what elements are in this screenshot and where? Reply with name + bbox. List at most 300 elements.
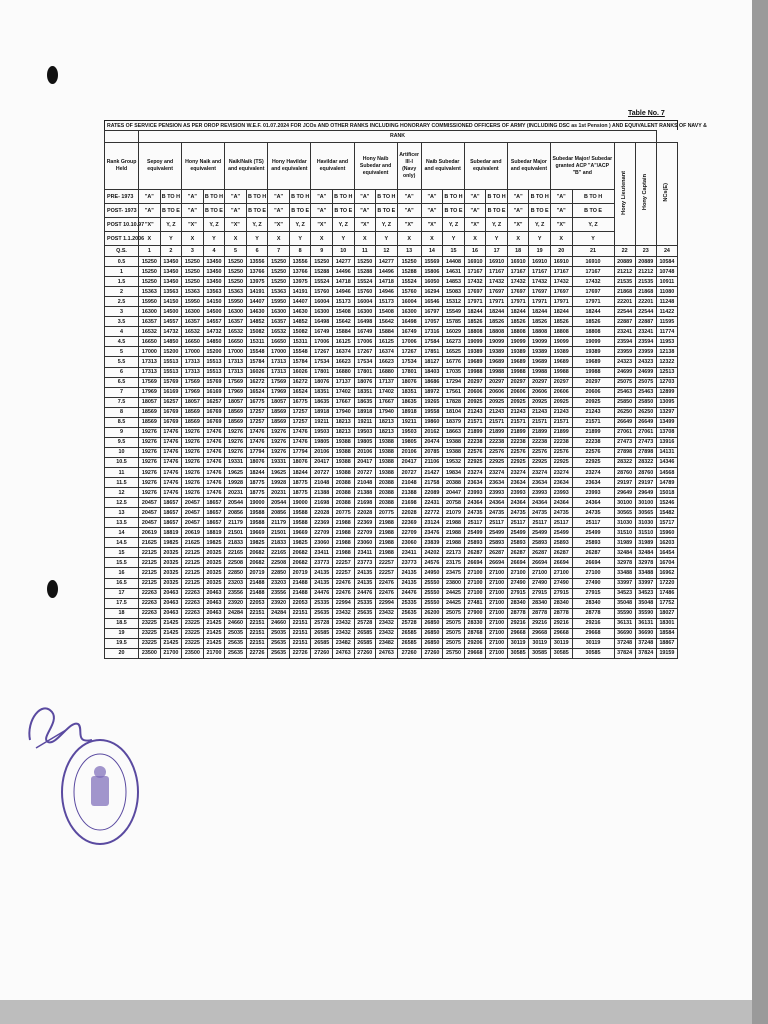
qs-value: 18 <box>105 608 139 618</box>
pension-value: 21698 <box>311 498 333 508</box>
pension-value: 31989 <box>614 538 635 548</box>
pension-value: 27490 <box>507 578 529 588</box>
group-cell: Y <box>289 232 311 246</box>
group-cell: "A" <box>225 204 247 218</box>
pension-value: 26585 <box>354 638 376 648</box>
qs-value: 3 <box>105 307 139 317</box>
pension-value: 20388 <box>376 488 398 498</box>
pension-value: 20606 <box>507 387 529 397</box>
pension-value: 27100 <box>486 568 508 578</box>
pension-value: 27100 <box>486 638 508 648</box>
pension-value: 28322 <box>635 457 656 467</box>
pension-value: 28322 <box>614 457 635 467</box>
pension-value: 29668 <box>507 628 529 638</box>
rank-header: Hony Naib Subedar and equivalent <box>354 143 397 190</box>
table-row <box>105 518 678 528</box>
group-cell: "A" <box>550 190 572 204</box>
pension-value: 15250 <box>139 257 161 267</box>
pension-value: 18244 <box>464 307 486 317</box>
pension-value: 29216 <box>572 618 614 628</box>
pension-value: 22053 <box>289 598 311 608</box>
rank-header: Naik/Naik (TS) and equivalent <box>225 143 268 190</box>
pension-value: 19276 <box>139 478 161 488</box>
group-cell: Y <box>572 232 614 246</box>
pension-value: 17476 <box>160 447 182 457</box>
pension-value: 20785 <box>421 447 443 457</box>
pension-value: 15250 <box>268 257 290 267</box>
pension-value: 16357 <box>268 317 290 327</box>
pension-value: 11953 <box>656 337 677 347</box>
pension-value: 19988 <box>464 367 486 377</box>
pension-value: 19928 <box>225 478 247 488</box>
pension-value: 27061 <box>614 427 635 437</box>
pension-value: 17476 <box>203 447 225 457</box>
pension-value: 18808 <box>550 327 572 337</box>
pension-value: 19860 <box>421 417 443 427</box>
pension-value: 16272 <box>289 377 311 387</box>
pension-value: 17476 <box>246 427 268 437</box>
pension-value: 22151 <box>289 608 311 618</box>
pension-value: 18076 <box>246 457 268 467</box>
pension-value: 15250 <box>139 277 161 287</box>
pension-value: 18918 <box>354 407 376 417</box>
table-row <box>105 638 678 648</box>
pension-value: 24364 <box>464 498 486 508</box>
pension-value: 25075 <box>443 608 465 618</box>
pension-value: 15408 <box>332 307 354 317</box>
pension-value: 27481 <box>464 598 486 608</box>
pension-value: 24735 <box>507 508 529 518</box>
rank-header: Naib Subedar and equivalent <box>421 143 464 190</box>
punch-hole-bottom <box>47 580 58 598</box>
pension-value: 15250 <box>225 257 247 267</box>
pension-value: 17851 <box>421 347 443 357</box>
pension-value: 17969 <box>268 387 290 397</box>
pension-value: 17569 <box>139 377 161 387</box>
qs-value: 8.5 <box>105 417 139 427</box>
pension-value: 15173 <box>376 297 398 307</box>
pension-value: 21988 <box>332 528 354 538</box>
pension-value: 19331 <box>225 457 247 467</box>
pension-value: 16026 <box>289 367 311 377</box>
pension-value: 19276 <box>182 427 204 437</box>
pension-value: 25635 <box>225 648 247 658</box>
pension-value: 26850 <box>421 628 443 638</box>
pension-value: 18057 <box>139 397 161 407</box>
pension-value: 20388 <box>332 498 354 508</box>
pension-value: 19689 <box>486 357 508 367</box>
pension-value: 21425 <box>160 638 182 648</box>
group-label: POST- 1973 <box>105 204 139 218</box>
pension-value: 23594 <box>614 337 635 347</box>
pension-value: 16357 <box>182 317 204 327</box>
pension-value: 26649 <box>614 417 635 427</box>
table-row <box>105 277 678 287</box>
pension-value: 18569 <box>139 407 161 417</box>
group-cell: Y, Z <box>443 218 465 232</box>
pension-value: 23959 <box>614 347 635 357</box>
pension-value: 27100 <box>486 578 508 588</box>
pension-value: 17476 <box>289 437 311 447</box>
pension-value: 27915 <box>507 588 529 598</box>
group-cell: B TO E <box>289 204 311 218</box>
qs-value: 10 <box>105 447 139 457</box>
pension-value: 17167 <box>550 267 572 277</box>
pension-value: 22476 <box>376 578 398 588</box>
pension-value: 32978 <box>635 558 656 568</box>
pension-value: 17476 <box>203 457 225 467</box>
group-cell: "X" <box>182 218 204 232</box>
pension-value: 20925 <box>507 397 529 407</box>
group-cell: "A" <box>268 190 290 204</box>
pension-value: 25550 <box>421 598 443 608</box>
pension-value: 12138 <box>656 347 677 357</box>
pension-value: 17971 <box>486 297 508 307</box>
pension-value: 17697 <box>572 287 614 297</box>
table-row <box>105 478 678 488</box>
pension-value: 21571 <box>529 417 551 427</box>
pension-value: 19265 <box>421 397 443 407</box>
pension-value: 24323 <box>635 357 656 367</box>
group-cell: "A" <box>464 204 486 218</box>
pension-value: 19625 <box>268 467 290 477</box>
pension-value: 27100 <box>572 568 614 578</box>
pension-value: 23634 <box>550 478 572 488</box>
pension-value: 25499 <box>529 528 551 538</box>
pension-value: 26287 <box>464 548 486 558</box>
pension-value: 17752 <box>656 598 677 608</box>
pension-value: 19988 <box>529 367 551 377</box>
qs-value: 2.5 <box>105 297 139 307</box>
pension-value: 23432 <box>332 618 354 628</box>
pension-value: 15784 <box>246 357 268 367</box>
pension-value: 26585 <box>397 638 421 648</box>
table-row <box>105 528 678 538</box>
pension-value: 14631 <box>443 267 465 277</box>
table-row <box>105 648 678 658</box>
pension-value: 17294 <box>443 377 465 387</box>
pension-value: 22151 <box>289 628 311 638</box>
pension-value: 14407 <box>289 297 311 307</box>
pension-value: 13563 <box>203 287 225 297</box>
pension-value: 27490 <box>529 578 551 588</box>
pension-value: 20925 <box>572 397 614 407</box>
pension-value: 25850 <box>614 397 635 407</box>
pension-value: 18775 <box>246 488 268 498</box>
pension-value: 21899 <box>464 427 486 437</box>
pension-value: 19805 <box>311 437 333 447</box>
pension-value: 16704 <box>656 558 677 568</box>
rank-header: Havildar and equivalent <box>311 143 354 190</box>
pension-value: 25499 <box>507 528 529 538</box>
pension-value: 22151 <box>246 618 268 628</box>
pension-value: 21212 <box>635 267 656 277</box>
pension-value: 18569 <box>182 417 204 427</box>
table-row <box>105 367 678 377</box>
pension-value: 15246 <box>656 498 677 508</box>
pension-value: 22028 <box>311 508 333 518</box>
pension-value: 17432 <box>550 277 572 287</box>
pension-value: 24364 <box>529 498 551 508</box>
pension-value: 20457 <box>139 498 161 508</box>
pension-value: 36690 <box>614 628 635 638</box>
pension-value: 24364 <box>572 498 614 508</box>
pension-value: 20758 <box>443 498 465 508</box>
column-number: 20 <box>550 246 572 257</box>
pension-value: 25463 <box>614 387 635 397</box>
pension-value: 25635 <box>268 648 290 658</box>
pension-value: 19388 <box>332 467 354 477</box>
pension-value: 25117 <box>486 518 508 528</box>
pension-value: 15884 <box>332 327 354 337</box>
pension-value: 27260 <box>397 648 421 658</box>
pension-value: 23634 <box>572 478 614 488</box>
pension-value: 17476 <box>203 437 225 447</box>
pension-value: 19825 <box>203 538 225 548</box>
pension-value: 27100 <box>486 598 508 608</box>
pension-value: 23241 <box>635 327 656 337</box>
pension-value: 22476 <box>332 578 354 588</box>
pension-value: 23225 <box>139 618 161 628</box>
pension-value: 17257 <box>289 407 311 417</box>
pension-value: 15250 <box>397 257 421 267</box>
pension-value: 24660 <box>268 618 290 628</box>
table-row <box>105 457 678 467</box>
pension-value: 25075 <box>443 638 465 648</box>
pension-value: 18569 <box>225 407 247 417</box>
pension-value: 20325 <box>160 568 182 578</box>
pension-value: 21700 <box>203 648 225 658</box>
pension-value: 15200 <box>203 347 225 357</box>
table-row <box>105 598 678 608</box>
pension-value: 18076 <box>289 457 311 467</box>
pension-value: 13499 <box>656 417 677 427</box>
pension-value: 26694 <box>464 558 486 568</box>
pension-value: 30585 <box>529 648 551 658</box>
pension-value: 15785 <box>443 317 465 327</box>
table-row <box>105 397 678 407</box>
pension-value: 20106 <box>311 447 333 457</box>
pension-value: 17476 <box>160 427 182 437</box>
pension-value: 29649 <box>635 488 656 498</box>
pension-value: 21048 <box>397 478 421 488</box>
group-cell: B TO E <box>443 204 465 218</box>
pension-value: 14191 <box>246 287 268 297</box>
group-cell: "A" <box>354 204 376 218</box>
pension-value: 14496 <box>332 267 354 277</box>
pension-value: 22165 <box>268 548 290 558</box>
pension-value: 23482 <box>376 638 398 648</box>
pension-value: 18526 <box>529 317 551 327</box>
pension-value: 17476 <box>160 437 182 447</box>
pension-value: 17167 <box>507 267 529 277</box>
qs-value: 6 <box>105 367 139 377</box>
pension-value: 27898 <box>635 447 656 457</box>
group-cell: B TO E <box>332 204 354 218</box>
pension-value: 17697 <box>529 287 551 297</box>
pension-value: 15569 <box>421 257 443 267</box>
group-cell: "A" <box>421 190 443 204</box>
group-cell: X <box>507 232 529 246</box>
pension-value: 24763 <box>332 648 354 658</box>
pension-value: 25499 <box>486 528 508 538</box>
pension-value: 26250 <box>635 407 656 417</box>
pension-value: 15806 <box>421 267 443 277</box>
rank-header: Hony Havildar and equivalent <box>268 143 311 190</box>
pension-value: 35590 <box>635 608 656 618</box>
pension-value: 23920 <box>225 598 247 608</box>
pension-value: 22201 <box>614 297 635 307</box>
table-row <box>105 588 678 598</box>
pension-value: 14500 <box>203 307 225 317</box>
pension-value: 26694 <box>529 558 551 568</box>
pension-value: 25117 <box>507 518 529 528</box>
table-row <box>105 407 678 417</box>
pension-value: 22257 <box>376 568 398 578</box>
pension-value: 20457 <box>139 518 161 528</box>
pension-value: 18686 <box>421 377 443 387</box>
pension-value: 18244 <box>529 307 551 317</box>
group-cell: Y <box>160 232 182 246</box>
pension-value: 15884 <box>376 327 398 337</box>
pension-value: 27100 <box>486 628 508 638</box>
pension-value: 25635 <box>268 638 290 648</box>
pension-value: 21698 <box>354 498 376 508</box>
pension-value: 10584 <box>656 257 677 267</box>
qs-value: 12 <box>105 488 139 498</box>
pension-value: 23475 <box>443 568 465 578</box>
pension-value: 19669 <box>246 528 268 538</box>
page-edge-shadow <box>752 0 768 1024</box>
vertical-rank-header <box>656 143 677 246</box>
pension-value: 28768 <box>464 628 486 638</box>
pension-value: 23773 <box>354 558 376 568</box>
pension-value: 15311 <box>246 337 268 347</box>
rank-header: Subedar Major/ Subedar granted ACP "A"/ACP "B" and <box>550 143 614 190</box>
pension-value: 17561 <box>443 387 465 397</box>
pension-value: 29668 <box>464 648 486 658</box>
pension-value: 17402 <box>332 387 354 397</box>
pension-value: 17267 <box>397 347 421 357</box>
pension-value: 29197 <box>614 478 635 488</box>
pension-value: 24425 <box>443 598 465 608</box>
pension-value: 20106 <box>397 447 421 457</box>
pension-value: 20606 <box>464 387 486 397</box>
pension-value: 19669 <box>289 528 311 538</box>
pension-table <box>104 130 678 659</box>
pension-value: 17940 <box>332 407 354 417</box>
pension-value: 21758 <box>421 478 443 488</box>
pension-value: 28340 <box>507 598 529 608</box>
column-number: 17 <box>486 246 508 257</box>
pension-value: 25635 <box>311 608 333 618</box>
pension-value: 18775 <box>289 488 311 498</box>
pension-value: 18657 <box>160 498 182 508</box>
pension-value: 14789 <box>656 478 677 488</box>
pension-value: 15250 <box>139 267 161 277</box>
pension-value: 22576 <box>507 447 529 457</box>
pension-value: 13450 <box>203 267 225 277</box>
pension-value: 16880 <box>332 367 354 377</box>
pension-value: 22125 <box>182 578 204 588</box>
qs-value: 13 <box>105 508 139 518</box>
pension-value: 19825 <box>246 538 268 548</box>
pension-value: 16910 <box>529 257 551 267</box>
pension-value: 18569 <box>182 407 204 417</box>
pension-value: 21988 <box>443 538 465 548</box>
pension-value: 16125 <box>332 337 354 347</box>
pension-value: 19389 <box>486 347 508 357</box>
pension-value: 25893 <box>486 538 508 548</box>
pension-value: 21425 <box>203 618 225 628</box>
pension-value: 18526 <box>507 317 529 327</box>
pension-value: 36131 <box>635 618 656 628</box>
group-cell: "A" <box>311 190 333 204</box>
pension-value: 28340 <box>550 598 572 608</box>
pension-value: 20856 <box>268 508 290 518</box>
pension-value: 19928 <box>268 478 290 488</box>
group-cell: X <box>464 232 486 246</box>
pension-value: 15408 <box>376 307 398 317</box>
pension-value: 20544 <box>268 498 290 508</box>
group-cell: "X" <box>225 218 247 232</box>
pension-value: 16125 <box>376 337 398 347</box>
pension-value: 19805 <box>354 437 376 447</box>
pension-value: 22151 <box>289 638 311 648</box>
pension-value: 15784 <box>289 357 311 367</box>
pension-value: 26850 <box>421 638 443 648</box>
pension-value: 16524 <box>246 387 268 397</box>
pension-value: 23500 <box>139 648 161 658</box>
pension-value: 18635 <box>311 397 333 407</box>
pension-value: 12322 <box>656 357 677 367</box>
pension-value: 23432 <box>376 608 398 618</box>
pension-value: 16454 <box>656 548 677 558</box>
pension-value: 25117 <box>572 518 614 528</box>
pension-value: 18244 <box>550 307 572 317</box>
pension-value: 27490 <box>572 578 614 588</box>
group-cell: "X" <box>311 218 333 232</box>
pension-value: 19276 <box>139 447 161 457</box>
pension-value: 20297 <box>464 377 486 387</box>
pension-value: 22028 <box>397 508 421 518</box>
pension-value: 29206 <box>464 638 486 648</box>
pension-value: 17476 <box>203 478 225 488</box>
group-cell: Y <box>246 232 268 246</box>
qs-value: 7 <box>105 387 139 397</box>
pension-value: 19825 <box>160 538 182 548</box>
group-cell: B TO H <box>572 190 614 204</box>
table-row <box>105 297 678 307</box>
pension-value: 19099 <box>572 337 614 347</box>
pension-value: 27100 <box>464 578 486 588</box>
table-row <box>105 417 678 427</box>
pension-value: 23203 <box>225 578 247 588</box>
pension-value: 15524 <box>311 277 333 287</box>
qs-value: 6.5 <box>105 377 139 387</box>
pension-value: 23274 <box>486 467 508 477</box>
pension-value: 27100 <box>486 618 508 628</box>
pension-value: 24660 <box>225 618 247 628</box>
pension-value: 33488 <box>635 568 656 578</box>
pension-value: 23773 <box>311 558 333 568</box>
table-row <box>105 548 678 558</box>
pension-value: 14946 <box>332 287 354 297</box>
pension-value: 17476 <box>203 427 225 437</box>
pension-value: 11422 <box>656 307 677 317</box>
pension-value: 26287 <box>529 548 551 558</box>
pension-value: 13975 <box>289 277 311 287</box>
